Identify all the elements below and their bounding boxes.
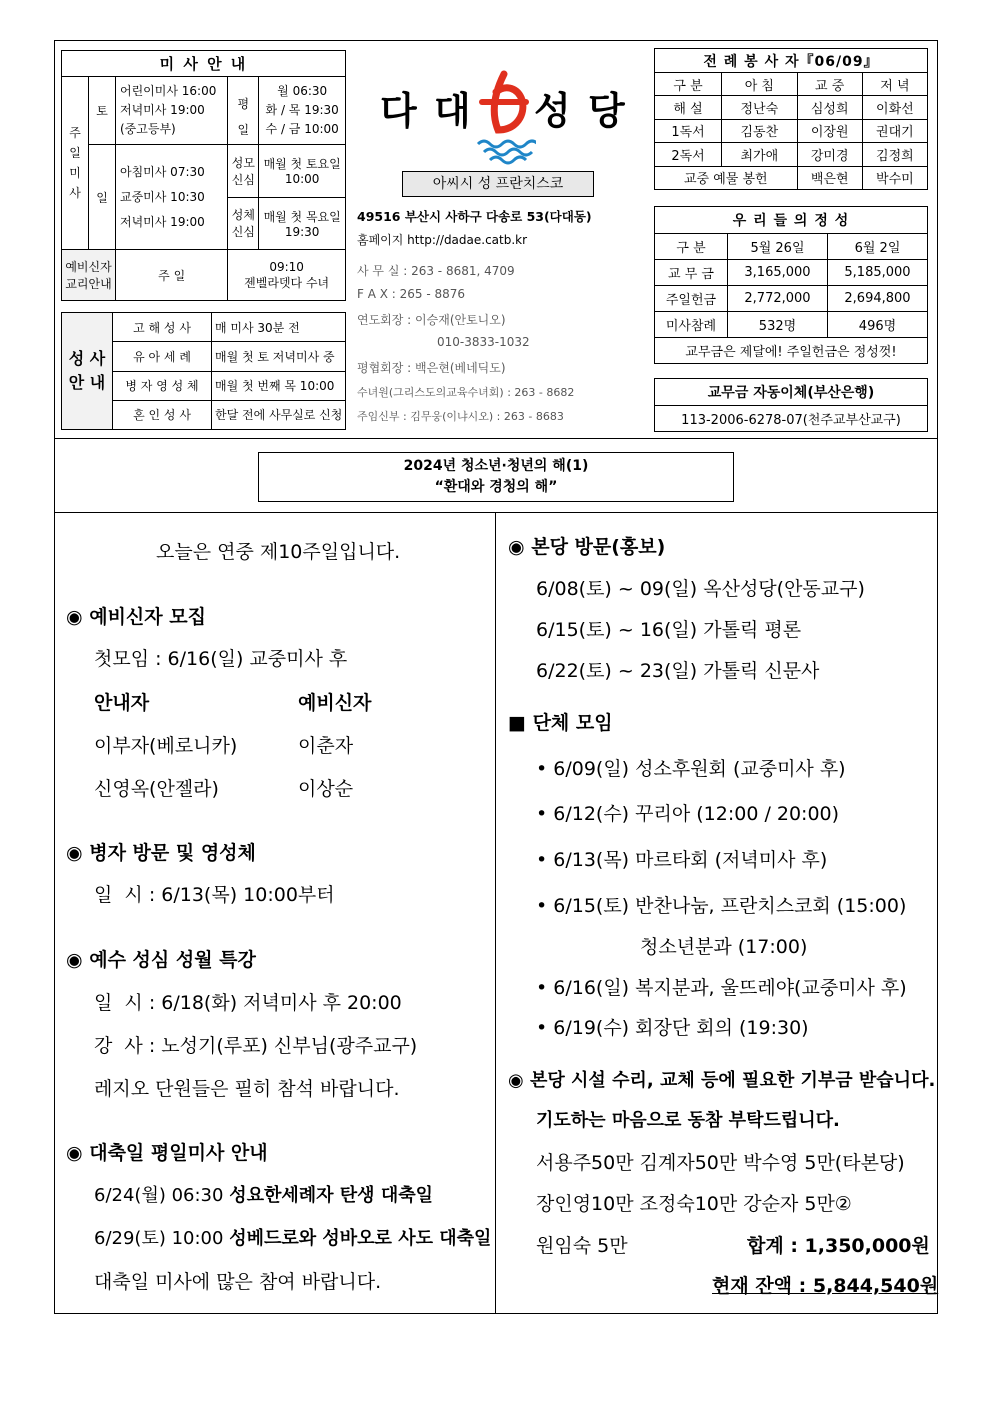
bullet-icon: ◉: [66, 842, 83, 864]
parish-address: 49516 부산시 사하구 다송로 53(다대동): [357, 209, 592, 224]
sacrament-name: 혼 인 성 사: [113, 400, 212, 429]
servers-cell: 해 설: [655, 96, 722, 119]
bullet-icon: ◉: [66, 1142, 83, 1164]
bullet-icon: ◉: [66, 949, 83, 971]
finance-cell: 5,185,000: [827, 260, 927, 286]
weekday-label: 평 일: [228, 77, 259, 145]
visit-item: 6/15(토) ~ 16(일) 가톨릭 평론: [536, 619, 802, 641]
sacrament-value: 한달 전에 사무실로 신청: [212, 400, 346, 429]
servers-cell: 1독서: [655, 119, 722, 142]
bullet-icon: ◉: [508, 536, 525, 558]
group-item: • 6/09(일) 성소후원회 (교중미사 후): [536, 758, 846, 780]
finance-cell: 3,165,000: [728, 260, 828, 286]
catechumen-value: 09:10 젠벨라뎃다 수녀: [228, 250, 346, 301]
catechumen-day: 주 일: [116, 250, 228, 301]
liturgy-servers-table: [654, 48, 928, 190]
guide-name: 신영옥(안젤라): [94, 778, 219, 800]
sacraments-table: [61, 312, 346, 430]
group-item: • 6/16(일) 복지분과, 울뜨레야(교중미사 후): [536, 977, 907, 999]
office-phone: 사 무 실 : 263 - 8681, 4709: [357, 264, 515, 278]
guide-label: 안내자: [94, 692, 150, 714]
sacraments-label: 성 사 안 내: [62, 313, 113, 430]
servers-cell: 백은현: [797, 166, 862, 189]
weekday-masses: 월 06:30 화 / 목 19:30 수 / 금 10:00: [259, 77, 346, 145]
finance-header: 구 분: [655, 234, 728, 260]
catechumen-label: 예비신자 교리안내: [62, 250, 116, 301]
council-president: 평협회장 : 백은현(베네딕도): [357, 361, 506, 375]
autopay-table: [654, 378, 928, 432]
autopay-title: 교무금 자동이체(부산은행): [655, 379, 928, 406]
donors-line: 서용주50만 김계자50만 박수영 5만(타본당): [536, 1152, 905, 1174]
visit-heading: ◉ 본당 방문(홍보): [508, 536, 666, 558]
guide-name: 이부자(베로니카): [94, 735, 238, 757]
feast-2: 6/29(토) 10:00 성베드로와 성바오로 사도 대축일: [94, 1228, 492, 1249]
servers-cell: 강미경: [797, 143, 862, 166]
today-notice: 오늘은 연중 제10주일입니다.: [156, 541, 401, 563]
finance-cell: 미사참례: [655, 312, 728, 338]
servers-cell: 이화선: [862, 96, 927, 119]
servers-cell: 최가애: [722, 143, 798, 166]
finance-cell: 532명: [728, 312, 828, 338]
servers-offering-label: 교중 예물 봉헌: [655, 166, 798, 189]
group-item: • 6/15(토) 반찬나눔, 프란치스코회 (15:00): [536, 895, 907, 917]
visit-item: 6/08(토) ~ 09(일) 옥산성당(안동교구): [536, 578, 865, 600]
donation-total: 합계 : 1,350,000원: [747, 1235, 930, 1257]
fax-number: F A X : 265 - 8876: [357, 287, 466, 301]
finance-cell: 교 무 금: [655, 260, 728, 286]
servers-header: 아 침: [722, 73, 798, 96]
visit-item: 6/22(토) ~ 23(일) 가톨릭 신문사: [536, 660, 820, 682]
finance-cell: 주일헌금: [655, 286, 728, 312]
finance-cell: 2,772,000: [728, 286, 828, 312]
sunday-masses: 아침미사 07:30 교중미사 10:30 저녁미사 19:00: [116, 145, 228, 250]
sick-date: 일 시 : 6/13(목) 10:00부터: [94, 884, 335, 906]
donors-line: 원임숙 5만: [536, 1235, 628, 1257]
saturday-masses: 어린이미사 16:00 저녁미사 19:00 (중고등부): [116, 77, 228, 145]
feast-1: 6/24(월) 06:30 성요한세례자 탄생 대축일: [94, 1185, 433, 1206]
servers-cell: 김정희: [862, 143, 927, 166]
convent-phone: 수녀원(그리스도의교육수녀회) : 263 - 8682: [357, 386, 575, 399]
servers-cell: 권대기: [862, 119, 927, 142]
feast-heading: ◉ 대축일 평일미사 안내: [66, 1142, 268, 1164]
candidate-label: 예비신자: [298, 692, 372, 714]
banner-line1: 2024년 청소년·청년의 해(1): [403, 458, 589, 474]
president-phone: 010-3833-1032: [437, 335, 530, 349]
finance-header: 5월 26일: [728, 234, 828, 260]
cross-emblem-icon: [476, 70, 536, 165]
saturday-label: 토: [89, 77, 116, 145]
donors-line: 장인영10만 조정숙10만 강순자 5만②: [536, 1193, 852, 1215]
parish-name-part1: 다 대: [380, 89, 473, 133]
lecture-date: 일 시 : 6/18(화) 저녁미사 후 20:00: [94, 992, 402, 1014]
banner-line2: “환대와 경청의 해”: [434, 479, 558, 495]
lecture-note: 레지오 단원들은 필히 참석 바랍니다.: [94, 1078, 400, 1100]
donation-heading: ◉ 본당 시설 수리, 교체 등에 필요한 기부금 받습니다.: [508, 1070, 936, 1091]
patron-label: 아씨시 성 프란치스코: [402, 171, 594, 197]
sacrament-value: 매월 첫 토 저녁미사 중: [212, 342, 346, 371]
finance-title: 우 리 들 의 정 성: [655, 207, 928, 234]
square-bullet-icon: ■: [508, 712, 526, 734]
servers-cell: 이장원: [797, 119, 862, 142]
current-balance: 현재 잔액 : 5,844,540원: [712, 1275, 939, 1297]
header-divider: [54, 438, 938, 439]
finance-table: [654, 206, 928, 364]
servers-header: 저 녁: [862, 73, 927, 96]
finance-cell: 496명: [827, 312, 927, 338]
candidate-name: 이춘자: [298, 735, 354, 757]
mass-title: 미 사 안 내: [62, 51, 346, 77]
sacrament-name: 고 해 성 사: [113, 313, 212, 342]
group-item: • 6/19(수) 회장단 회의 (19:30): [536, 1017, 809, 1039]
parish-logo: [378, 70, 628, 165]
sunday-label: 일: [89, 145, 116, 250]
mass-schedule-table: [61, 50, 346, 301]
servers-cell: 심성희: [797, 96, 862, 119]
autopay-account: 113-2006-6278-07(천주교부산교구): [655, 406, 928, 432]
servers-header: 교 중: [797, 73, 862, 96]
first-saturday-label: 성모 신심: [228, 145, 259, 197]
feast-note: 대축일 미사에 많은 참여 바랍니다.: [94, 1271, 382, 1293]
donation-subtitle: 기도하는 마음으로 동참 부탁드립니다.: [536, 1110, 840, 1131]
finance-cell: 2,694,800: [827, 286, 927, 312]
groups-heading: ■ 단체 모임: [508, 712, 613, 734]
sick-heading: ◉ 병자 방문 및 영성체: [66, 842, 256, 864]
servers-cell: 정난숙: [722, 96, 798, 119]
group-item: • 6/12(수) 꾸리아 (12:00 / 20:00): [536, 803, 840, 825]
servers-title: 전 례 봉 사 자『06/09』: [655, 49, 928, 73]
candidate-name: 이상순: [298, 778, 354, 800]
year-theme-banner: [258, 452, 734, 502]
parish-name-part2: 성 당: [534, 89, 627, 133]
servers-cell: 김동찬: [722, 119, 798, 142]
president: 연도회장 : 이승재(안토니오): [357, 313, 506, 327]
pastor-phone: 주임신부 : 김무웅(이냐시오) : 263 - 8683: [357, 410, 564, 423]
body-divider: [54, 512, 938, 513]
catechumen-first: 첫모임 : 6/16(일) 교중미사 후: [94, 648, 348, 670]
catechumen-heading: ◉ 예비신자 모집: [66, 606, 206, 628]
sacrament-name: 유 아 세 례: [113, 342, 212, 371]
parish-homepage[interactable]: 홈페이지 http://dadae.catb.kr: [357, 233, 528, 247]
sacrament-value: 매 미사 30분 전: [212, 313, 346, 342]
column-divider: [495, 512, 496, 1314]
servers-cell: 박수미: [862, 166, 927, 189]
group-item-cont: 청소년분과 (17:00): [640, 936, 808, 958]
group-item: • 6/13(목) 마르타회 (저녁미사 후): [536, 849, 828, 871]
first-thursday-label: 성체 신심: [228, 197, 259, 249]
sacrament-name: 병 자 영 성 체: [113, 371, 212, 400]
first-thursday-value: 매월 첫 목요일 19:30: [263, 209, 341, 239]
first-saturday-value: 매월 첫 토요일 10:00: [259, 145, 345, 197]
bullet-icon: ◉: [66, 606, 83, 628]
servers-cell: 2독서: [655, 143, 722, 166]
finance-note: 교무금은 제달에! 주일헌금은 정성껏!: [655, 338, 928, 364]
sacrament-value: 매월 첫 번째 목 10:00: [212, 371, 346, 400]
finance-header: 6월 2일: [827, 234, 927, 260]
lecture-heading: ◉ 예수 성심 성월 특강: [66, 949, 256, 971]
servers-header: 구 분: [655, 73, 722, 96]
lecture-speaker: 강 사 : 노성기(루포) 신부님(광주교구): [94, 1035, 418, 1057]
sunday-mass-label: 주 일 미 사: [62, 77, 89, 250]
bullet-icon: ◉: [508, 1070, 524, 1091]
